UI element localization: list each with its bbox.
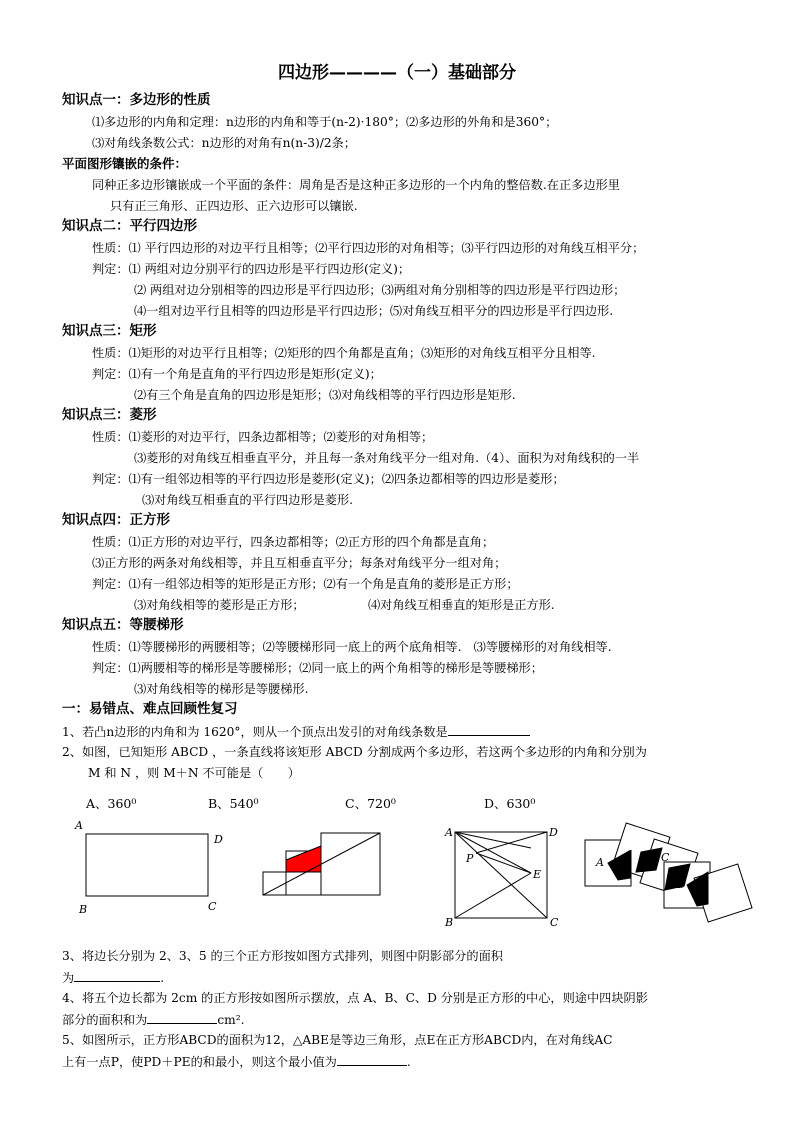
k2-line-4: ⑷一组对边平行且相等的四边形是平行四边形；⑸对角线互相平分的四边形是平行四边形.	[134, 304, 614, 318]
k1-heading: 知识点一：多边形的性质	[62, 92, 211, 108]
k4-line-3: 判定：⑴有一组邻边相等的平行四边形是菱形(定义)；⑵四条边都相等的四边形是菱形；	[92, 472, 565, 486]
rect-label-a: A	[75, 819, 83, 832]
question-3-text: 为	[62, 971, 75, 985]
tiling-heading: 平面图形镶嵌的条件：	[62, 156, 188, 171]
review-heading: 一：易错点、难点回顾性复习	[62, 701, 238, 717]
option-b: B、540⁰	[208, 796, 259, 811]
k1-line-1: ⑴多边形的内角和定理：n边形的内角和等于(n-2)·180°；⑵多边形的外角和是360°；	[92, 115, 558, 129]
question-3-period: .	[160, 971, 165, 985]
k2-heading: 知识点二：平行四边形	[62, 218, 197, 234]
k4-line-4: ⑶对角线互相垂直的平行四边形是菱形.	[142, 493, 354, 507]
question-4-unit: cm².	[217, 1013, 245, 1027]
option-d: D、630⁰	[484, 796, 536, 811]
square-large	[321, 833, 380, 895]
k3-heading: 知识点三：矩形	[62, 323, 157, 339]
square-triangle-figure	[444, 826, 559, 929]
sq-label-e: E	[533, 868, 542, 881]
question-1-text: 1、若凸n边形的内角和为 1620°，则从一个顶点出发引的对角线条数是	[62, 725, 448, 739]
question-5-line-2	[62, 1053, 411, 1070]
five-squares-figure	[585, 823, 752, 922]
k4-line-2: ⑶菱形的对角线互相垂直平分，并且每一条对角线平分一组对角.（4）、面积为对角线积的一半	[134, 451, 640, 465]
k1-line-2: ⑶对角线条数公式：n边形的对角有n(n-3)/2条；	[92, 136, 356, 150]
k2-line-1: 性质：⑴ 平行四边形的对边平行且相等；⑵平行四边形的对角相等；⑶平行四边形的对角线互相平分；	[92, 241, 645, 255]
tile-label-a: A	[596, 856, 604, 869]
rect-label-c: C	[208, 900, 217, 913]
question-4-line-2	[62, 1011, 244, 1028]
k4-heading: 知识点三：菱形	[62, 407, 157, 423]
segment-pe	[476, 853, 531, 873]
k5-line-2: ⑶正方形的两条对角线相等，并且互相垂直平分；每条对角线平分一组对角；	[92, 556, 507, 570]
page-title: 四边形————（一）基础部分	[278, 63, 516, 83]
tile-label-c: C	[661, 851, 670, 864]
rectangle-figure	[74, 819, 223, 916]
sq-label-p: P	[466, 852, 474, 865]
shaded-region	[286, 846, 321, 872]
sq-label-d: D	[549, 826, 558, 839]
k5-line-1: 性质：⑴正方形的对边平行，四条边都相等；⑵正方形的四个角都是直角；	[92, 535, 495, 549]
rect-label-d: D	[214, 833, 223, 846]
question-4-line-1: 4、将五个边长都为 2cm 的正方形按如图所示摆放，点 A、B、C、D 分别是正方形的中心，则途中四块阴影	[62, 991, 648, 1005]
question-5-text: 上有一点P，使PD＋PE的和最小，则这个最小值为	[62, 1055, 337, 1069]
k3-line-2: 判定：⑴有一个角是直角的平行四边形是矩形(定义)；	[92, 367, 382, 381]
answer-blank-5[interactable]	[337, 1053, 407, 1066]
k2-line-3: ⑵ 两组对边分别相等的四边形是平行四边形；⑶两组对角分别相等的四边形是平行四边形；	[134, 283, 626, 297]
segment-dp	[476, 832, 547, 853]
rectangle-abcd	[86, 834, 208, 896]
tile-label-b: B	[628, 840, 637, 853]
rect-label-b: B	[79, 903, 88, 916]
option-a: A、360⁰	[86, 796, 137, 811]
sq-label-a: A	[445, 826, 453, 839]
question-2-line-1: 2、如图，已知矩形 ABCD ，一条直线将该矩形 ABCD 分割成两个多边形，若这两个多边形的内角和分别为	[62, 745, 647, 759]
three-squares-figure	[263, 833, 380, 895]
question-4-text: 部分的面积和为	[62, 1013, 148, 1027]
k5-line-4a: ⑶对角线相等的菱形是正方形；	[134, 598, 305, 612]
k5-line-4b: ⑷对角线互相垂直的矩形是正方形.	[368, 598, 555, 612]
tiling-line-2: 只有正三角形、正四边形、正六边形可以镶嵌.	[110, 199, 358, 213]
option-c: C、720⁰	[345, 796, 396, 811]
k2-line-2: 判定：⑴ 两组对边分别平行的四边形是平行四边形(定义)；	[92, 262, 411, 276]
k5-heading: 知识点四：正方形	[62, 512, 170, 528]
k6-line-3: ⑶对角线相等的梯形是等腰梯形.	[134, 682, 309, 696]
question-3-line-2	[62, 969, 164, 986]
question-3-line-1: 3、将边长分别为 2、3、5 的三个正方形按如图方式排列，则图中阴影部分的面积	[62, 949, 503, 963]
tile-label-d: D	[677, 878, 686, 891]
sq-label-c: C	[550, 916, 559, 929]
k3-line-1: 性质：⑴矩形的对边平行且相等；⑵矩形的四个角都是直角；⑶矩形的对角线互相平分且相等.	[92, 346, 596, 360]
square-small	[263, 872, 286, 895]
k6-line-2: 判定：⑴两腰相等的梯形是等腰梯形；⑵同一底上的两个角相等的梯形是等腰梯形；	[92, 661, 543, 675]
question-2-line-2: M 和 N ，则 M＋N 不可能是（ ）	[88, 766, 300, 780]
tiling-line-1: 同种正多边形镶嵌成一个平面的条件：周角是否是这种正多边形的一个内角的整倍数.在正多边形里	[92, 178, 620, 192]
k3-line-3: ⑵有三个角是直角的四边形是矩形；⑶对角线相等的平行四边形是矩形.	[134, 388, 516, 402]
k4-line-1: 性质：⑴菱形的对边平行，四条边都相等；⑵菱形的对角相等；	[92, 430, 434, 444]
k5-line-3: 判定：⑴有一组邻边相等的矩形是正方形；⑵有一个角是直角的菱形是正方形；	[92, 577, 519, 591]
question-5-line-1: 5、如图所示，正方形ABCD的面积为12，△ABE是等边三角形，点E在正方形ABCD内，在对角线AC	[62, 1033, 613, 1047]
answer-blank-3[interactable]	[74, 969, 160, 982]
k6-line-1: 性质：⑴等腰梯形的两腰相等；⑵等腰梯形同一底上的两个底角相等. ⑶等腰梯形的对角线相等.	[92, 640, 612, 654]
k6-heading: 知识点五：等腰梯形	[62, 617, 184, 633]
segment-be	[455, 873, 531, 918]
answer-blank-4[interactable]	[147, 1011, 217, 1024]
question-5-period: .	[406, 1055, 411, 1069]
sq-label-b: B	[445, 916, 454, 929]
